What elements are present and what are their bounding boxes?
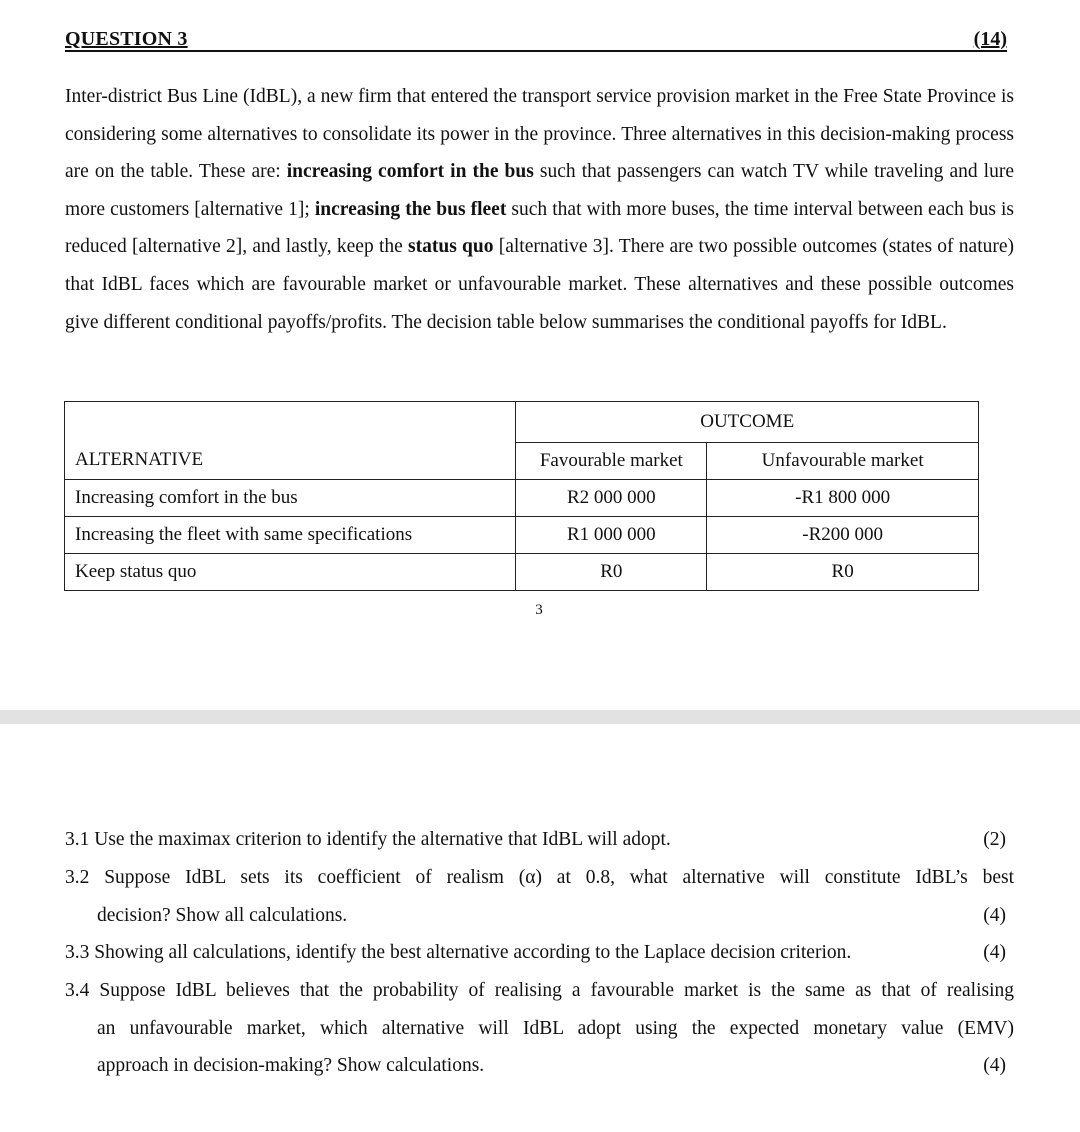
intro-text-3: such that with more buses, the time interval between each bus is reduced [alternative 2], and lastly, keep the <box>65 198 1015 258</box>
table-header-row-2 <box>65 442 979 479</box>
question-3-4 <box>65 972 1014 1085</box>
unfav-cell: R0 <box>707 553 979 590</box>
question-3-1-text: 3.1 Use the maximax criterion to identify the alternative that IdBL will adopt. <box>65 829 671 850</box>
question-3-2-line-1: 3.2 Suppose IdBL sets its coefficient of realism (α) at 0.8, what alternative will constitute IdBL’s best <box>65 867 1014 888</box>
alternative-header-top <box>65 402 516 443</box>
intro-text-1: Inter-district Bus Line (IdBL), a new firm that entered the transport service provision market in the Free State Province is considering some alternatives to consolidate its power in the province. Three alternatives in this decision-making process are on the table. These are: <box>65 86 1014 183</box>
unfav-cell: -R1 800 000 <box>707 479 979 516</box>
alternative-header: ALTERNATIVE <box>65 442 516 479</box>
intro-bold-1: increasing comfort in the bus <box>286 161 534 183</box>
question-3-3-text: 3.3 Showing all calculations, identify the best alternative according to the Laplace decision criterion. <box>65 942 852 963</box>
question-3-4-line-1: 3.4 Suppose IdBL believes that the probability of realising a favourable market is the same as that of realising <box>65 980 1014 1001</box>
question-total-marks: (14) <box>973 28 1007 50</box>
intro-text-4: [alternative 3]. There are two possible outcomes (states of nature) that IdBL faces which are favourable market or unfavourable market. These alternatives and these possible outcomes give different conditional payoffs/profits. The decision table below summarises the conditional payoffs for IdBL. <box>65 236 1015 333</box>
alt-cell: Increasing the fleet with same specifications <box>65 516 516 553</box>
intro-bold-3: status quo <box>408 236 494 258</box>
question-3-4-marks: (4) <box>983 1055 1006 1077</box>
question-3-1-marks: (2) <box>983 829 1006 850</box>
page-2 <box>0 724 1080 1132</box>
question-header <box>65 26 1007 52</box>
table-row <box>65 553 979 590</box>
table-row <box>65 516 979 553</box>
unfavourable-header: Unfavourable market <box>707 442 979 479</box>
alt-cell: Increasing comfort in the bus <box>65 479 516 516</box>
question-3-4-line-3: approach in decision-making? Show calculations. <box>97 1055 485 1077</box>
fav-cell: R0 <box>516 553 707 590</box>
question-3-3 <box>65 934 1014 972</box>
fav-cell: R2 000 000 <box>516 479 707 516</box>
fav-cell: R1 000 000 <box>516 516 707 553</box>
outcome-header: OUTCOME <box>516 402 979 443</box>
table-row <box>65 479 979 516</box>
question-3-1 <box>65 821 1014 859</box>
intro-text-2: such that passengers can watch TV while traveling and lure more customers [alternative 1]; <box>65 161 1014 220</box>
page-separator <box>0 710 1080 724</box>
intro-paragraph <box>65 78 1014 341</box>
page-number-text: 3 <box>535 602 543 618</box>
page-number <box>0 602 1080 619</box>
alt-cell: Keep status quo <box>65 553 516 590</box>
intro-bold-2: increasing the bus fleet <box>314 198 507 220</box>
question-3-2-marks: (4) <box>983 904 1006 926</box>
question-3-2-line-2: decision? Show all calculations. <box>97 904 348 926</box>
question-title: QUESTION 3 <box>65 28 188 50</box>
favourable-header: Favourable market <box>516 442 707 479</box>
question-3-4-line-2: an unfavourable market, which alternative will IdBL adopt using the expected monetary value (EMV) <box>97 1017 1014 1039</box>
question-3-3-marks: (4) <box>983 942 1006 963</box>
decision-table <box>64 401 979 591</box>
table-header-row-1 <box>65 402 979 443</box>
question-3-2 <box>65 859 1014 934</box>
unfav-cell: -R200 000 <box>707 516 979 553</box>
